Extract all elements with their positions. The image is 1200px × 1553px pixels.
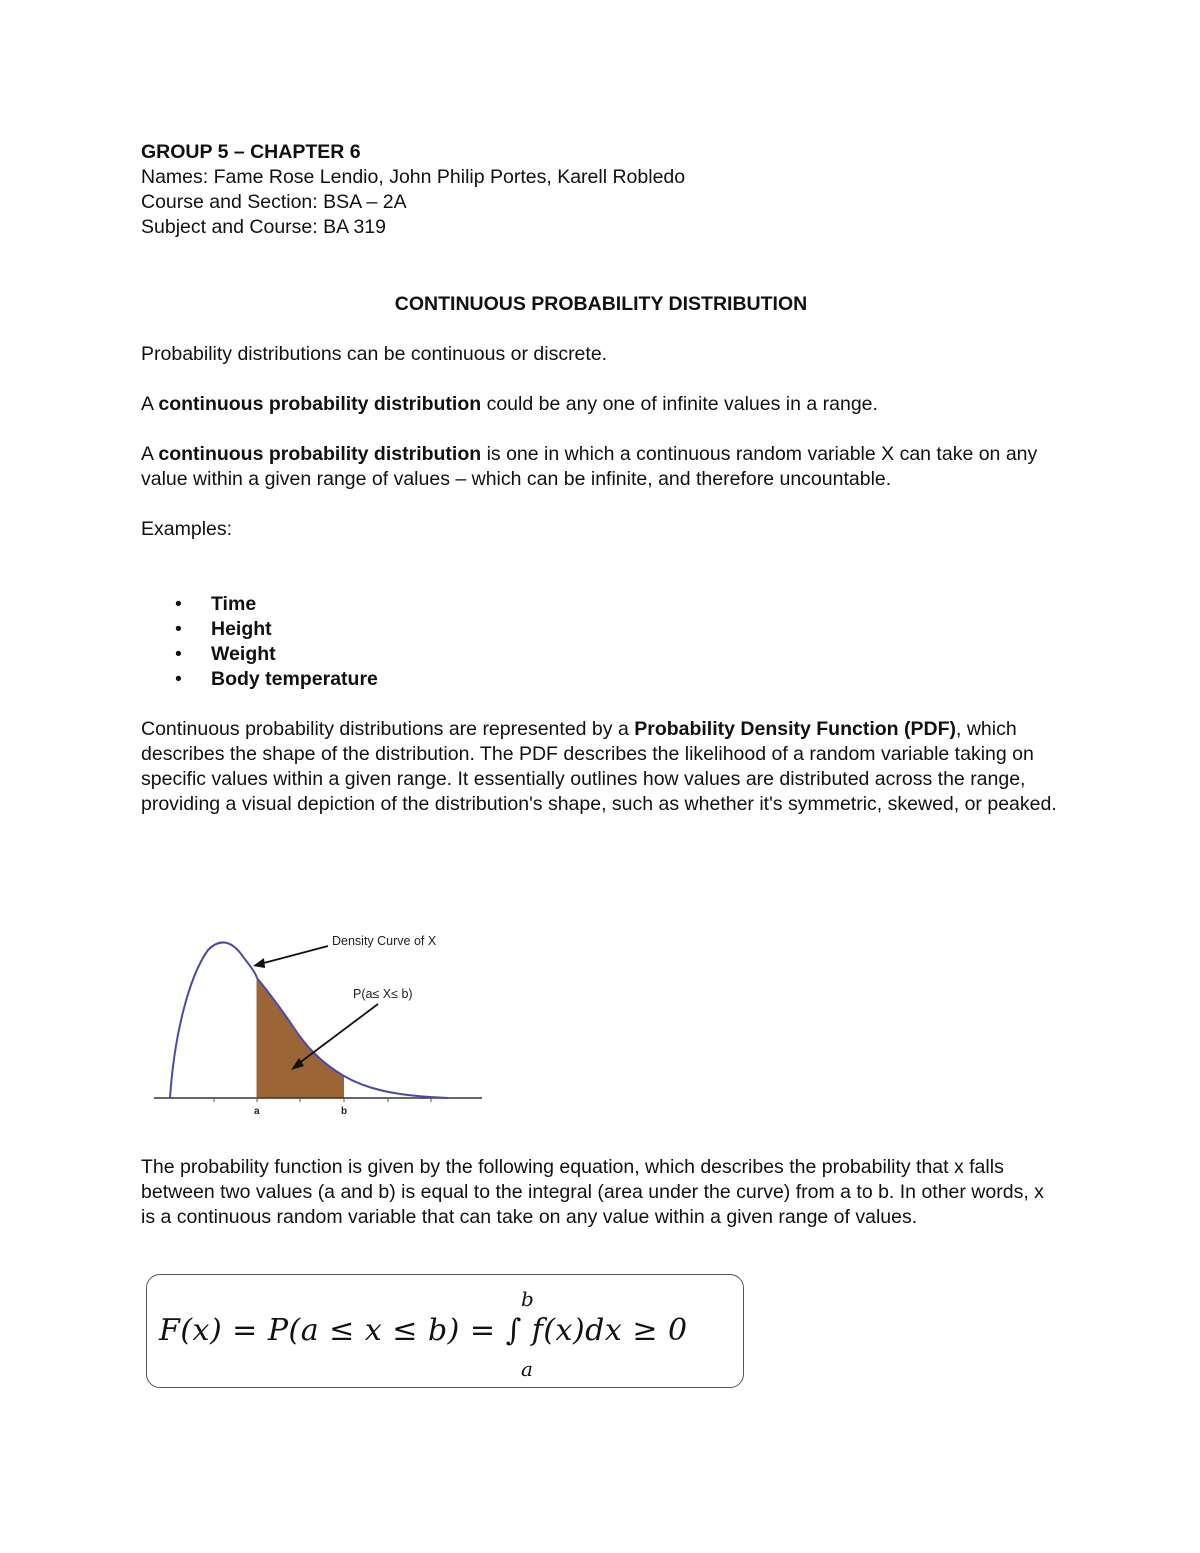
bold-term: Probability Density Function (PDF) [634,718,956,740]
tick-label-b: b [341,1106,348,1117]
list-item-text: Body temperature [211,668,378,690]
formula-equation: F(x) = P(a ≤ x ≤ b) = ∫ f(x)dx ≥ 0 [159,1313,688,1348]
arrow-to-area [298,1004,378,1064]
subject-course-line: Subject and Course: BA 319 [141,216,386,238]
text-span: Continuous probability distributions are represented by a [141,718,635,740]
list-item [175,592,1061,617]
document-page [141,140,1061,817]
integral-upper-limit: b [521,1287,534,1311]
paragraph-definition-2 [141,442,1061,492]
list-item-text: Height [211,618,272,640]
text-span: , which describes the shape of the distribution. The PDF describes the likelihood of a random variable taking on specific values within a given range. It essentially outlines how values are distributed across the range, providing a visual depiction of the distribution's shape, such as whether it's symmetric, skewed, or peaked. [141,718,1057,815]
density-curve-figure [148,928,498,1128]
bullet-icon: • [175,618,182,640]
names-line: Names: Fame Rose Lendio, John Philip Portes, Karell Robledo [141,166,686,188]
bullet-icon: • [175,668,182,690]
text-span: A [141,393,159,415]
arrow-head-icon [253,958,265,968]
integral-lower-limit: a [521,1357,533,1381]
bullet-icon: • [175,643,182,665]
document-title: CONTINUOUS PROBABILITY DISTRIBUTION [394,293,808,315]
list-item [175,667,1061,692]
tick-label-a: a [254,1106,260,1117]
label-probability-area: P(a≤ X≤ b) [353,987,413,1001]
text-span: A [141,443,159,465]
paragraph-intro: Probability distributions can be continuous or discrete. [141,343,608,365]
arrow-to-curve [260,946,328,964]
list-item-text: Weight [211,643,276,665]
course-section-line: Course and Section: BSA – 2A [141,191,407,213]
text-span: is one in which a continuous random variable X can take on any value within a given range of values – which can be infinite, and therefore uncountable. [141,443,1038,490]
paragraph-probability-function: The probability function is given by the following equation, which describes the probability that x falls between two values (a and b) is equal to the integral (area under the curve) from a to b. In other words, x is a continuous random variable that can take on any value within a given range of values. [141,1156,1044,1228]
text-span: could be any one of infinite values in a range. [481,393,878,415]
paragraph-pdf [141,717,1061,817]
list-item [175,642,1061,667]
bullet-icon: • [175,593,182,615]
label-density-curve: Density Curve of X [332,934,437,948]
bold-term: continuous probability distribution [158,443,482,465]
examples-list [141,592,1061,692]
bold-term: continuous probability distribution [158,393,482,415]
header-block [141,140,1061,240]
examples-label: Examples: [141,518,233,540]
list-item-text: Time [211,593,257,615]
group-heading: GROUP 5 – CHAPTER 6 [141,141,361,163]
formula-box [146,1274,744,1388]
paragraph-definition-1 [141,392,1061,417]
list-item [175,617,1061,642]
